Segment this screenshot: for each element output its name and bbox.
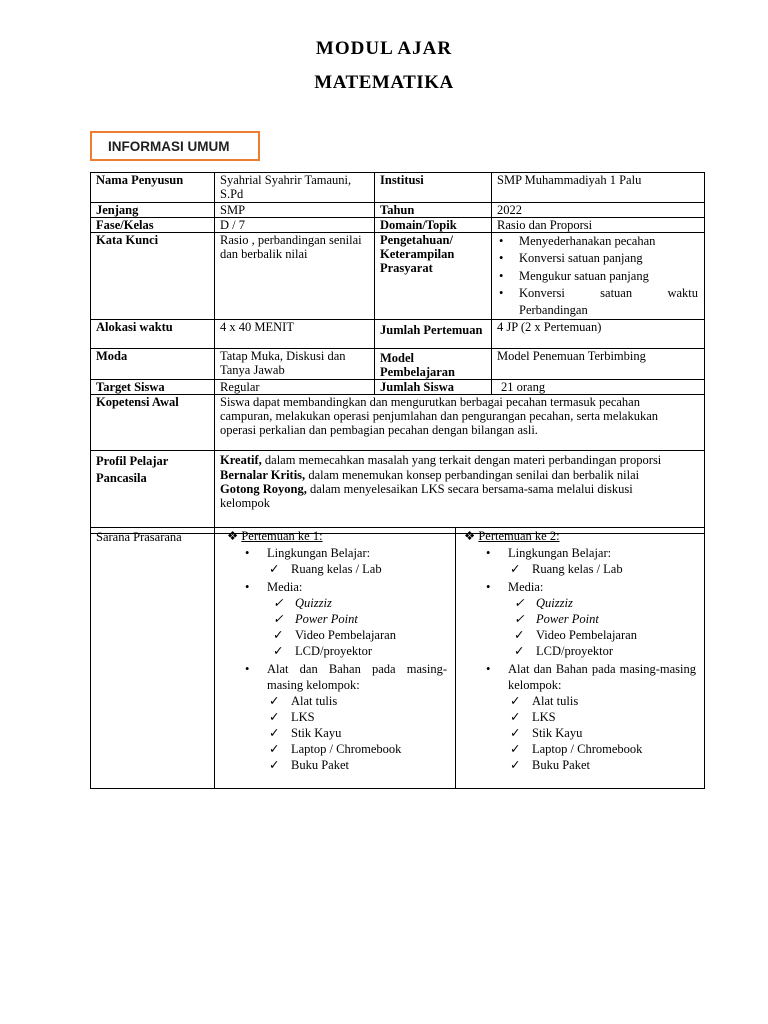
section-label: INFORMASI UMUM <box>108 138 230 154</box>
list-item: ✓ Video Pembelajaran <box>514 628 637 642</box>
target-label: Target Siswa <box>91 380 215 395</box>
bullet-icon: • <box>499 234 504 248</box>
list-item: ✓ Laptop / Chromebook <box>510 742 643 756</box>
check-icon: ✓ <box>510 562 521 576</box>
profil-item: Bernalar Kritis, dalam menemukan konsep perbandingan senilai dan berbalik nilai <box>220 467 640 482</box>
document-title: MODUL AJAR <box>315 38 453 59</box>
check-icon: ✓ <box>273 644 284 658</box>
diamond-bullet-icon: ❖ <box>464 529 476 543</box>
profil-label: Profil Pelajar Pancasila <box>91 451 215 534</box>
prasyarat-label: Pengetahuan/ Keterampilan Prasyarat <box>375 233 492 320</box>
check-icon: ✓ <box>269 562 280 576</box>
check-icon: ✓ <box>514 596 525 610</box>
list-item: ✓ Power Point <box>273 612 358 626</box>
check-icon: ✓ <box>510 694 521 708</box>
jumlah-siswa-value: 21 orang <box>492 380 705 395</box>
tahun-value: 2022 <box>492 203 705 218</box>
bullet-icon: • <box>486 580 491 594</box>
list-item: • Lingkungan Belajar: <box>245 546 371 560</box>
fase-value: D / 7 <box>215 218 375 233</box>
list-item: ✓ Alat tulis <box>510 694 579 708</box>
list-item: ✓ Buku Paket <box>269 758 349 772</box>
list-item: • Menyederhanakan pecahan <box>497 233 698 250</box>
bullet-icon: • <box>499 268 504 283</box>
model-value: Model Penemuan Terbimbing <box>492 349 705 380</box>
jenjang-label: Jenjang <box>91 203 215 218</box>
kompetensi-label: Kopetensi Awal <box>91 395 215 451</box>
table-row <box>91 528 705 789</box>
jumlah-siswa-label: Jumlah Siswa <box>375 380 492 395</box>
check-icon: ✓ <box>273 596 284 610</box>
list-item: • Alat dan Bahan pada masing-masing kelompok: <box>245 662 447 692</box>
pertemuan-1-cell <box>215 528 456 789</box>
list-item: ✓ Quizziz <box>273 596 332 610</box>
profil-item: Gotong Royong, dalam menyelesaikan LKS secara bersama-sama melalui diskusi kelompok <box>220 482 633 511</box>
list-item: ✓ Video Pembelajaran <box>273 628 396 642</box>
bullet-icon: • <box>486 662 491 676</box>
info-table <box>90 172 705 534</box>
document-subtitle: MATEMATIKA <box>314 72 454 93</box>
list-item: ✓ Stik Kayu <box>269 726 342 740</box>
bullet-icon: • <box>499 285 504 300</box>
check-icon: ✓ <box>514 628 525 642</box>
check-icon: ✓ <box>269 742 280 756</box>
check-icon: ✓ <box>273 612 284 626</box>
pertemuan-1-heading: ❖ Pertemuan ke 1: <box>227 529 323 543</box>
pertemuan-2-cell <box>456 528 705 789</box>
fase-label: Fase/Kelas <box>91 218 215 233</box>
domain-label: Domain/Topik <box>375 218 492 233</box>
tahun-label: Tahun <box>375 203 492 218</box>
institusi-value: SMP Muhammadiyah 1 Palu <box>492 173 705 203</box>
sarana-table <box>90 527 705 789</box>
table-row <box>91 380 705 395</box>
table-row <box>91 395 705 451</box>
institusi-label: Institusi <box>375 173 492 203</box>
check-icon: ✓ <box>269 710 280 724</box>
list-item: ✓ LCD/proyektor <box>514 644 614 658</box>
list-item: ✓ Power Point <box>514 612 599 626</box>
pertemuan-2-heading: ❖ Pertemuan ke 2: <box>464 529 560 543</box>
domain-value: Rasio dan Proporsi <box>492 218 705 233</box>
model-label: Model Pembelajaran <box>375 349 492 380</box>
sarana-label: Sarana Prasarana <box>91 528 215 789</box>
check-icon: ✓ <box>510 710 521 724</box>
table-row <box>91 173 705 203</box>
list-item: ✓ Laptop / Chromebook <box>269 742 402 756</box>
table-row <box>91 451 705 534</box>
nama-penyusun-label: Nama Penyusun <box>91 173 215 203</box>
moda-label: Moda <box>91 349 215 380</box>
nama-penyusun-value: Syahrial Syahrir Tamauni, S.Pd <box>215 173 375 203</box>
jenjang-value: SMP <box>215 203 375 218</box>
table-row <box>91 233 705 320</box>
bullet-icon: • <box>245 662 250 676</box>
check-icon: ✓ <box>514 644 525 658</box>
diamond-bullet-icon: ❖ <box>227 529 239 543</box>
bullet-icon: • <box>245 546 250 560</box>
list-item: ✓ Alat tulis <box>269 694 338 708</box>
list-item: ✓ Ruang kelas / Lab <box>269 562 382 576</box>
list-item: • Alat dan Bahan pada masing-masing kelompok: <box>486 662 696 692</box>
kata-kunci-value: Rasio , perbandingan senilai dan berbalik nilai <box>215 233 375 320</box>
prasyarat-list <box>497 233 698 319</box>
list-item: • Lingkungan Belajar: <box>486 546 612 560</box>
check-icon: ✓ <box>269 758 280 772</box>
list-item: • Media: <box>486 580 544 594</box>
profil-value <box>215 451 705 534</box>
list-item: ✓ LCD/proyektor <box>273 644 373 658</box>
table-row <box>91 218 705 233</box>
table-row <box>91 203 705 218</box>
list-item: ✓ Ruang kelas / Lab <box>510 562 623 576</box>
moda-value: Tatap Muka, Diskusi dan Tanya Jawab <box>215 349 375 380</box>
alokasi-label: Alokasi waktu <box>91 320 215 349</box>
table-row <box>91 349 705 380</box>
check-icon: ✓ <box>273 628 284 642</box>
section-label-box <box>90 131 260 161</box>
list-item: • Konversi satuan waktu Perbandingan <box>499 285 698 318</box>
check-icon: ✓ <box>514 612 525 626</box>
kompetensi-value: Siswa dapat membandingkan dan mengurutkan berbagai pecahan termasuk pecahan campuran, melakukan operasi penjumlahan dan pengurangan pecahan, serta melakukan operasi perkalian dan pembagian pecahan dengan bilangan asli. <box>215 395 705 451</box>
check-icon: ✓ <box>510 726 521 740</box>
target-value: Regular <box>215 380 375 395</box>
list-item: • Konversi satuan panjang <box>497 250 698 267</box>
list-item: ✓ Buku Paket <box>510 758 590 772</box>
bullet-icon: • <box>499 251 504 266</box>
list-item: ✓ LKS <box>269 710 315 724</box>
check-icon: ✓ <box>269 694 280 708</box>
jumlah-pertemuan-label: Jumlah Pertemuan <box>375 320 492 349</box>
list-item: ✓ Stik Kayu <box>510 726 583 740</box>
bullet-icon: • <box>486 546 491 560</box>
kata-kunci-label: Kata Kunci <box>91 233 215 320</box>
list-item: • Media: <box>245 580 303 594</box>
profil-item: Kreatif, dalam memecahkan masalah yang terkait dengan materi perbandingan proporsi <box>220 453 662 468</box>
alokasi-value: 4 x 40 MENIT <box>215 320 375 349</box>
list-item: ✓ LKS <box>510 710 556 724</box>
prasyarat-cell <box>492 233 705 320</box>
list-item: • Mengukur satuan panjang <box>497 268 698 285</box>
list-item: ✓ Quizziz <box>514 596 573 610</box>
check-icon: ✓ <box>269 726 280 740</box>
table-row <box>91 320 705 349</box>
bullet-icon: • <box>245 580 250 594</box>
jumlah-pertemuan-value: 4 JP (2 x Pertemuan) <box>492 320 705 349</box>
check-icon: ✓ <box>510 742 521 756</box>
check-icon: ✓ <box>510 758 521 772</box>
